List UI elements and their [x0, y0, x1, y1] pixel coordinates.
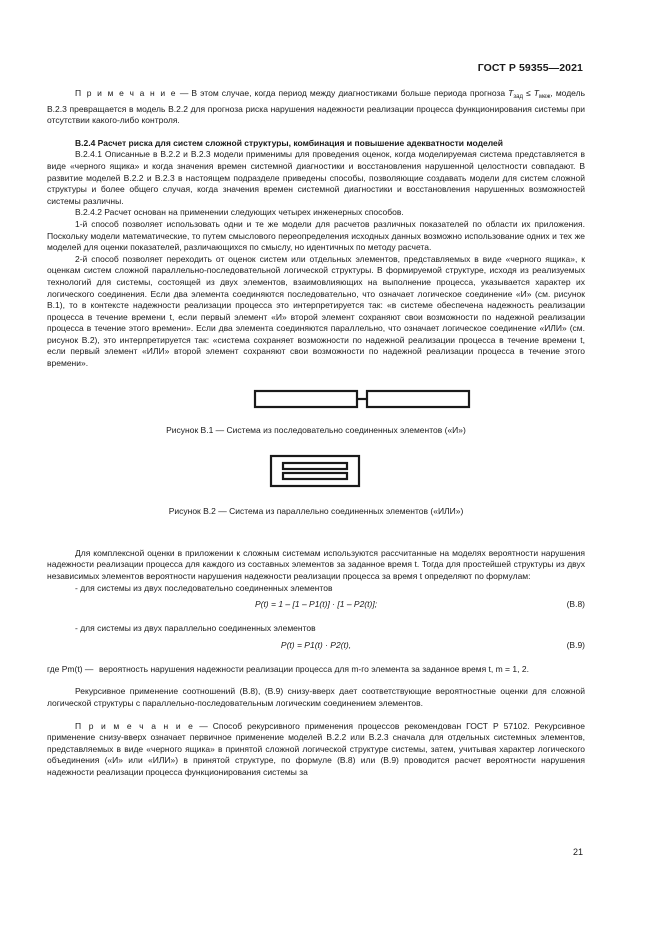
note-2: П р и м е ч а н и е — Способ рекурсивного применения процессов рекомендован ГОСТ Р 57102. Рекурсивное применение снизу-вверх означает первичное применение моделей В.2.2 или В.2.3 сначала для отдельных системных элементов, представляемых в виде «черного ящика» в принятой сложной логической структуре системы, затем, учитывая характер логического объединения («И» или «ИЛИ») в принятой структуре, по формуле (В.8) или (В.9) проводится расчет вероятности нарушения надежности реализации процесса функционирования системы за — [47, 720, 585, 777]
formula-b8-number: (В.8) — [566, 599, 585, 610]
note-1-label: П р и м е ч а н и е — [75, 88, 177, 98]
standard-header: ГОСТ Р 59355—2021 — [477, 62, 583, 74]
parallel-connection-diagram — [47, 444, 585, 502]
series-connection-diagram — [47, 377, 585, 421]
where-key: где Pm(t) — — [47, 663, 94, 674]
formula-b9-row — [47, 635, 585, 657]
formula-b9: P(t) = P1(t) · P2(t), — [280, 639, 352, 650]
figure-parallel — [47, 444, 585, 502]
paragraph-recursive: Рекурсивное применение соотношений (В.8), (В.9) снизу-вверх дает соответствующие вероятностные оценки для сложной логической структуры с параллельно-последовательным логическим соединением элементов. — [47, 686, 585, 708]
paragraph-b241: В.2.4.1 Описанные в В.2.2 и В.2.3 модели применимы для проведения оценок, когда моделируемая система представляется в виде «черного ящика» и когда значения времен системной диагностики и восстановления нарушенной целостности совпадают. В развитие моделей В.2.2 и В.2.3 в настоящем подразделе приведены способы, позволяющие создавать модели для систем сложной структуры и более общего случая, когда значения времен системной диагностики и восстановления нарушенных возможностей системы различны. — [47, 149, 585, 206]
paragraph-method-1: 1-й способ позволяет использовать одни и те же модели для расчетов различных показателей по области их приложения. Поскольку модели математические, то путем смыслового переопределения исходных данных возможно использование одних и тех же моделей для оценки показателей, различающихся по смыслу, но идентичных по методу расчета. — [47, 218, 585, 253]
paragraph-complex-assessment: Для комплексной оценки в приложении к сложным системам используются рассчитанные на моделях вероятности нарушения надежности реализации процесса для каждого из составных элементов за заданное время t. Тогда для простейшей структуры из двух независимых элементов вероятности нарушения надежности реализации процесса за время t определяют по формулам: — [47, 547, 585, 582]
list-item-series: - для системы из двух последовательно соединенных элементов — [75, 582, 333, 593]
formula-b8: P(t) = 1 – [1 – P1(t)] · [1 – P2(t)]; — [254, 599, 378, 610]
formula-b9-number: (В.9) — [566, 639, 585, 650]
page-number: 21 — [572, 847, 583, 857]
figure-1-caption: Рисунок В.1 — Система из последовательно соединенных элементов («И») — [166, 424, 466, 435]
formula-b8-row — [47, 594, 585, 616]
parallel-element-1 — [283, 463, 347, 469]
list-item-parallel: - для системы из двух параллельно соединенных элементов — [75, 623, 316, 634]
figure-2-caption: Рисунок В.2 — Система из параллельно соединенных элементов («ИЛИ») — [168, 506, 464, 517]
page-content — [47, 88, 585, 779]
series-element-2 — [367, 391, 469, 407]
formula-where-clause — [47, 664, 585, 676]
series-element-1 — [255, 391, 357, 407]
paragraph-b242: В.2.4.2 Расчет основан на применении следующих четырех инженерных способов. — [75, 207, 404, 218]
parallel-outer-frame — [271, 456, 359, 486]
paragraph-method-2: 2-й способ позволяет переходить от оценок систем или отдельных элементов, представляемых в виде «черного ящика», к оценкам систем сложной параллельно-последовательной логической структуры. В формируемой структуре, исходя из реализуемых технологий для системы, состоящей из двух элементов, взаимовлияющих на выполнение процесса, указывается характер их логического соединения. Если два элемента соединяются последовательно, что означает логическое соединение «И» (см. рисунок В.1), то в контексте надежности реализации процесса это интерпретируется так: «в системе обеспечена надежность реализации процесса в течение времени t, если первый элемент «И» второй элемент сохраняют свои возможности по надежной реализации процесса в течение этого времени». Если два элемента соединяются параллельно, что означает логическое соединение «ИЛИ» (см. рисунок В.2), это интерпретируется так: «система сохраняет возможности по надежной реализации процесса в течение времени t, если первый элемент «ИЛИ» второй элемент сохраняют свои возможности по надежной реализации процесса в течение этого времени». — [47, 253, 585, 369]
figure-series — [47, 377, 585, 421]
note-1: П р и м е ч а н и е — В этом случае, когда период между диагностиками больше периода прогноза $T_{зад} \le T_{меж}$, модель В.2.3 превращается в модель В.2.2 для прогноза риска нарушения надежности реализации процесса функционирования системы при отсутствии какого-либо контроля. — [47, 88, 585, 126]
section-heading: В.2.4 Расчет риска для систем сложной структуры, комбинация и повышение адекватности моделей — [75, 137, 503, 148]
where-definition: вероятность нарушения надежности реализации процесса для m-го элемента за заданное время t, m = 1, 2. — [99, 663, 529, 674]
parallel-element-2 — [283, 473, 347, 479]
note-2-label: П р и м е ч а н и е — [75, 720, 195, 731]
